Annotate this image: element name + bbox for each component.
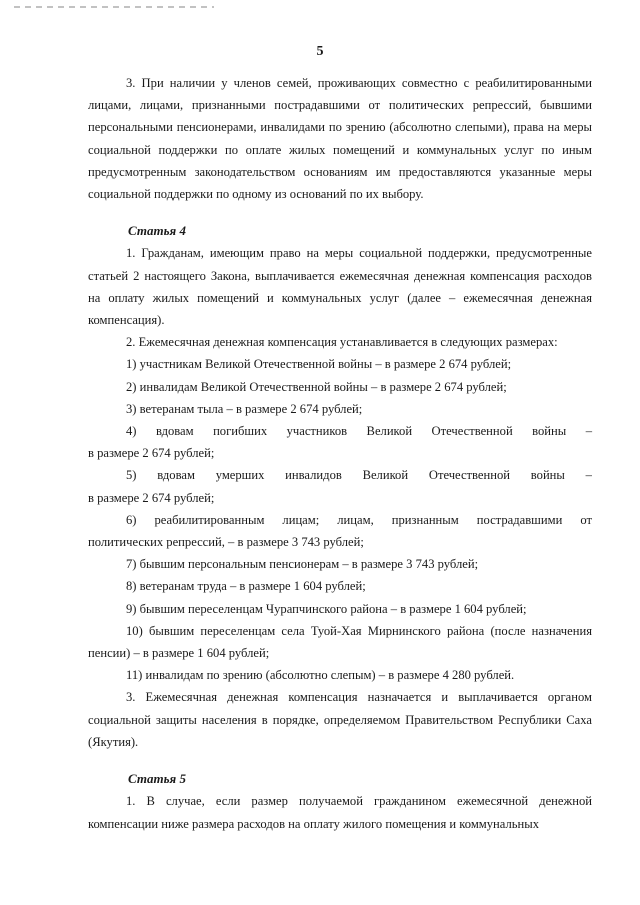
list-item-7: 7) бывшим персональным пенсионерам – в размере 3 743 рублей; [126,557,479,572]
list-item-4-word: погибших [213,424,268,439]
list-item-6-word: лицам; [282,512,320,527]
list-item-5-word: вдовам [157,468,195,483]
list-item-2: 2) инвалидам Великой Отечественной войны – в размере 2 674 рублей; [126,379,507,394]
list-item-5-word: Отечественной [428,468,511,483]
list-item-6-word: признанным [391,512,459,527]
list-item-4-word: 4) [126,424,137,439]
article-5-paragraph-1: 1. В случае, если размер получаемой гражданином ежемесячной денежной компенсации ниже размера расходов на оплату жилого помещения и коммунальных [88,794,592,831]
list-item-9: 9) бывшим переселенцам Чурапчинского района – в размере 1 604 рублей; [126,601,527,616]
list-item-4-line [88,420,592,442]
list-item-8: 8) ветеранам труда – в размере 1 604 рублей; [126,579,366,594]
list-item-4-tail: в размере 2 674 рублей; [88,446,215,461]
list-item-5-word: умерших [215,468,265,483]
article-4-heading: Статья 4 [128,223,186,239]
list-item-4-word: Отечественной [431,424,513,439]
page-number: 5 [316,44,324,59]
list-item-6-word: от [580,512,592,527]
list-item-3: 3) ветеранам тыла – в размере 2 674 рублей; [126,401,363,416]
scan-artifact-line [14,6,214,8]
list-item-6-tail: политических репрессий, – в размере 3 743 рублей; [88,535,364,550]
article-4-paragraph-2: 2. Ежемесячная денежная компенсация устанавливается в следующих размерах: [126,335,558,350]
article-4-paragraph-3: 3. Ежемесячная денежная компенсация назначается и выплачивается органом социальной защиты населения в порядке, определяемом Правительством Республики Саха (Якутия). [88,690,592,749]
list-item-6-word: 6) [126,512,137,527]
list-item-11: 11) инвалидам по зрению (абсолютно слепым) – в размере 4 280 рублей. [126,668,515,683]
list-item-4-word: войны [532,424,567,439]
list-item-4-word: вдовам [155,424,194,439]
list-item-5-word: Великой [362,468,409,483]
document-body [88,72,592,835]
list-item-6-line [88,509,592,531]
list-item-5-word: 5) [126,468,137,483]
list-item-6-word: пострадавшими [476,512,563,527]
list-item-6-word: реабилитированным [154,512,265,527]
list-item-5-word: – [585,468,592,483]
list-item-4-word: участников [286,424,348,439]
list-item-5-tail: в размере 2 674 рублей; [88,490,215,505]
list-item-6-word: лицам, [337,512,374,527]
list-item-4-word: Великой [366,424,413,439]
list-item-4-word: – [585,424,592,439]
paragraph-3: 3. При наличии у членов семей, проживающих совместно с реабилитированными лицами, лицами, признанными пострадавшими от политических репрессий, бывшими персональными пенсионерами, инвалидами по зрению (абсолютно слепыми), права на меры социальной поддержки по оплате жилых помещений и коммунальных услуг по иным предусмотренным законодательством основаниям им предоставляются указанные меры социальной поддержки по одному из оснований по их выбору. [88,76,592,202]
list-item-1: 1) участникам Великой Отечественной войны – в размере 2 674 рублей; [126,357,512,372]
list-item-5-word: войны [530,468,565,483]
article-4-paragraph-1: 1. Гражданам, имеющим право на меры социальной поддержки, предусмотренные статьей 2 настоящего Закона, выплачивается ежемесячная денежная компенсация расходов на оплату жилых помещений и коммунальных услуг (далее – ежемесячная денежная компенсация). [88,246,592,328]
list-item-5-word: инвалидов [285,468,342,483]
article-5-heading: Статья 5 [128,771,186,787]
list-item-5-line [88,464,592,486]
list-item-10: 10) бывшим переселенцам села Туой-Хая Мирнинского района (после назначения пенсии) – в размере 1 604 рублей; [88,623,592,661]
